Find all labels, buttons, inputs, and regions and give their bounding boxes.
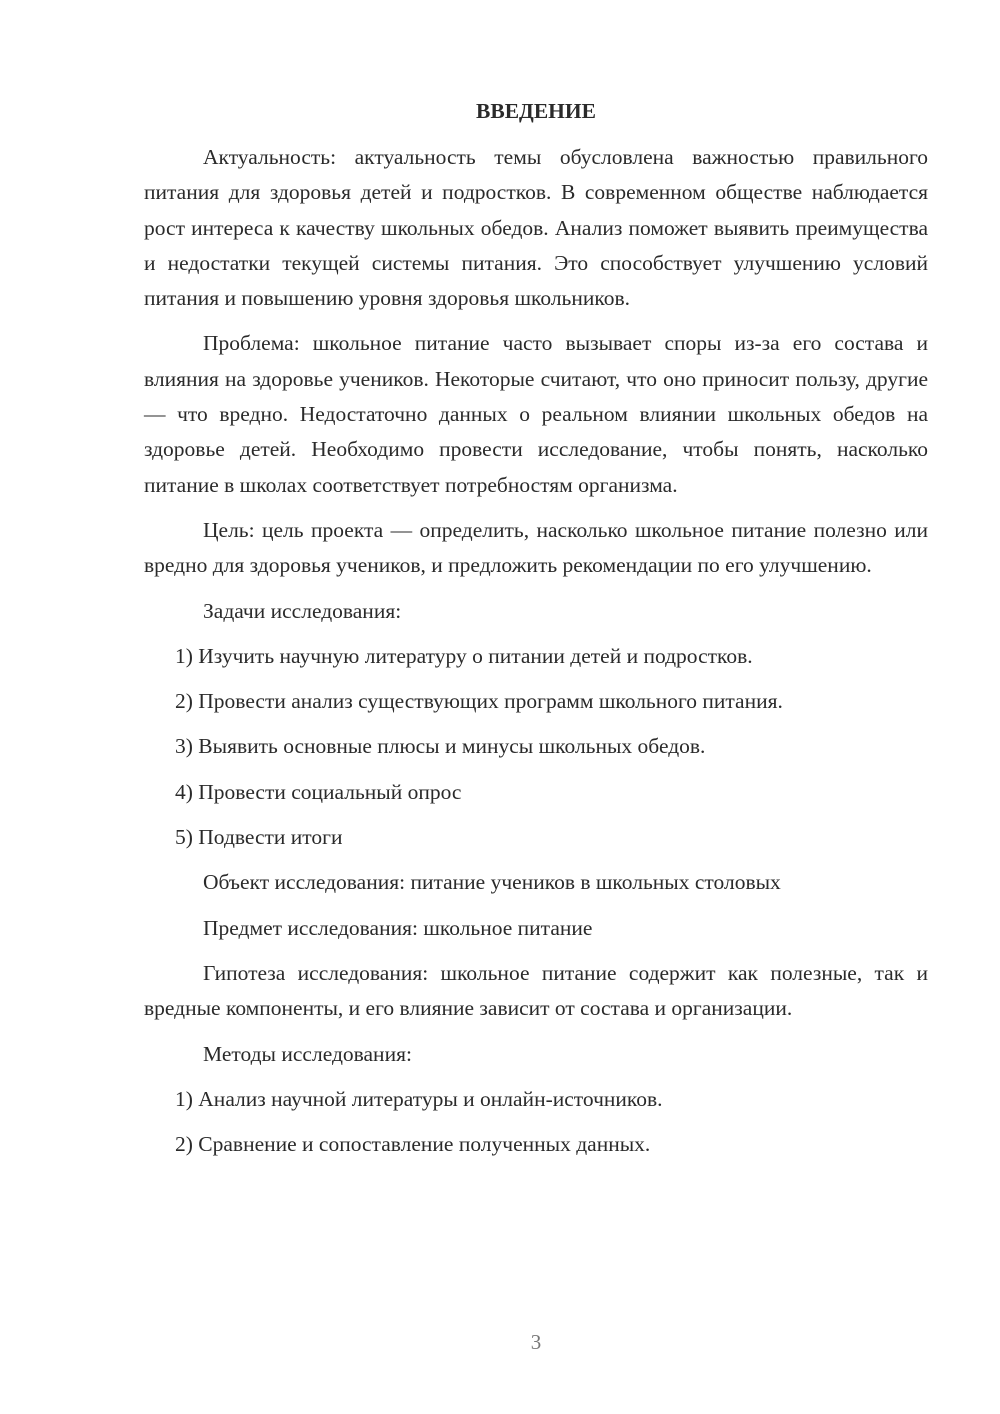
paragraph-relevance: Актуальность: актуальность темы обусловлена важностью правильного питания для здоровья детей и подростков. В современном обществе наблюдается рост интереса к качеству школьных обедов. Анализ поможет выявить преимущества и недостатки текущей системы питания. Это способствует улучшению условий питания и повышению уровня здоровья школьников. (144, 145, 928, 311)
paragraph-problem: Проблема: школьное питание часто вызывает споры из-за его состава и влияния на здоровье учеников. Некоторые считают, что оно приносит пользу, другие — что вредно. Недостаточно данных о реальном влиянии школьных обедов на здоровье детей. Необходимо провести исследование, чтобы понять, насколько питание в школах соответствует потребностям организма. (144, 331, 928, 497)
section-title: ВВЕДЕНИЕ (476, 99, 596, 123)
task-item-5: 5) Подвести итоги (175, 825, 343, 850)
paragraph-goal: Цель: цель проекта — определить, насколько школьное питание полезно или вредно для здоровья учеников, и предложить рекомендации по его улучшению. (144, 517, 928, 578)
task-item-4: 4) Провести социальный опрос (175, 779, 462, 804)
task-item-2: 2) Провести анализ существующих программ школьного питания. (175, 689, 783, 714)
research-subject: Предмет исследования: школьное питание (203, 915, 593, 940)
page-number: 3 (530, 1330, 542, 1354)
method-item-1: 1) Анализ научной литературы и онлайн-источников. (175, 1086, 663, 1111)
method-item-2: 2) Сравнение и сопоставление полученных данных. (175, 1132, 651, 1157)
tasks-heading: Задачи исследования: (203, 598, 402, 623)
research-hypothesis: Гипотеза исследования: школьное питание содержит как полезные, так и вредные компоненты, и его влияние зависит от состава и организации. (144, 960, 928, 1021)
research-object: Объект исследования: питание учеников в школьных столовых (203, 870, 781, 895)
methods-heading: Методы исследования: (203, 1041, 412, 1066)
task-item-1: 1) Изучить научную литературу о питании детей и подростков. (175, 643, 753, 668)
task-item-3: 3) Выявить основные плюсы и минусы школьных обедов. (175, 734, 706, 759)
document-page (144, 94, 928, 1172)
